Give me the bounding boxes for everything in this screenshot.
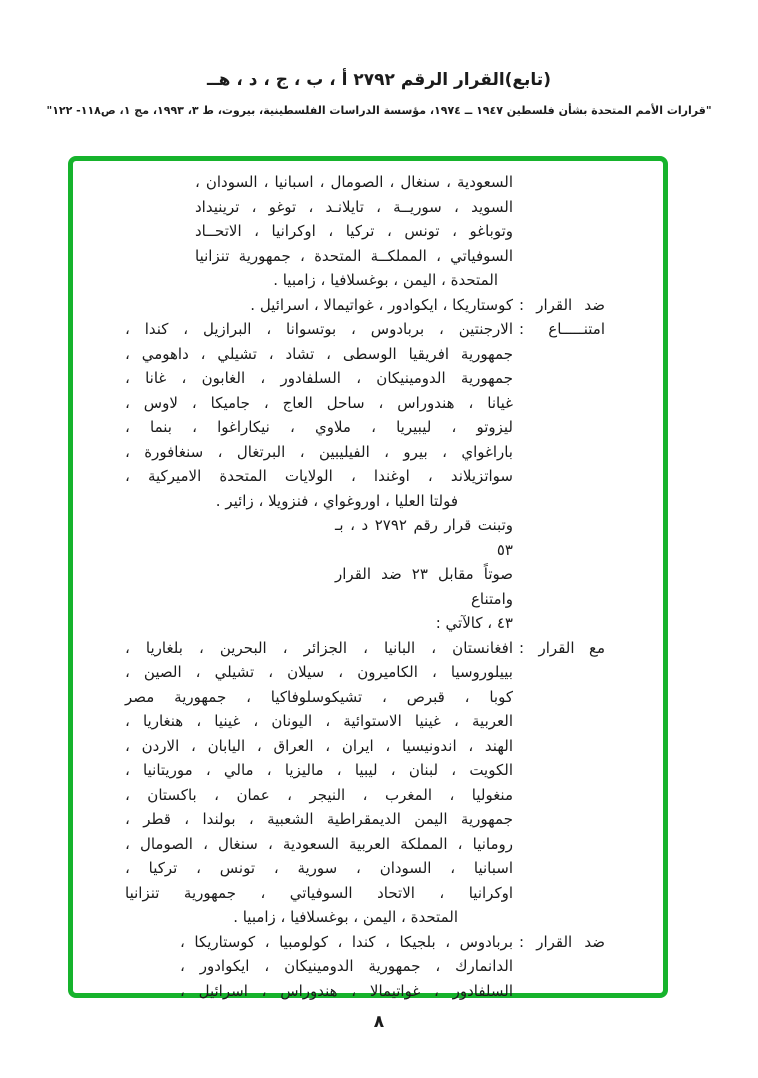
text-line: جمهورية الدومينيكان ، السلفادور ، الغابون ، غانا ، — [125, 369, 513, 387]
text-line: السلفادور ، غواتيمالا ، هندوراس ، اسرائيل ، — [180, 981, 513, 1000]
text-line: الهند ، اندونيسيا ، ايران ، العراق ، اليابان ، الاردن ، — [125, 736, 513, 755]
text-line: فولتا العليا ، اوروغواي ، فنزويلا ، زائير . — [215, 491, 458, 510]
text-line: غيانا ، هندوراس ، ساحل العاج ، جاميكا ، لاوس ، — [125, 393, 513, 412]
text-line: بربادوس ، بلجيكا ، كندا ، كولومبيا ، كوستاريكا ، — [180, 932, 513, 951]
text-line: المتحدة ، اليمن ، بوغسلافيا ، زامبيا . — [233, 908, 458, 926]
paragraph-for-vote — [125, 636, 605, 930]
text-line: وتبنت قرار رقم ٢٧٩٢ د ، بـ ٥٣ — [335, 516, 513, 559]
text-line: رومانيا ، المملكة العربية السعودية ، سنغال ، الصومال ، — [125, 834, 513, 853]
vote-label-against: ضد القرار : — [519, 932, 605, 951]
text-line: ليزوتو ، ليبيريا ، ملاوي ، نيكاراغوا ، بنما ، — [125, 418, 513, 436]
text-line: صوتاً مقابل ٢٣ ضد القرار وامتناع — [335, 565, 513, 608]
text-line: منغوليا ، المغرب ، النيجر ، عمان ، باكستان ، — [125, 785, 513, 804]
text-line: كوستاريكا ، ايكوادور ، غواتيمالا ، اسرائيل . — [250, 295, 513, 314]
paragraph-resolution-intro — [125, 513, 605, 636]
page-number: ٨ — [373, 1012, 385, 1032]
paragraph-against-vote-1 — [125, 293, 605, 318]
text-line: سواتزيلاند ، اوغندا ، الولايات المتحدة الاميركية ، — [125, 467, 513, 485]
vote-label-abstain: امتنـــــاع : — [519, 320, 605, 338]
text-line: السعودية ، سنغال ، الصومال ، اسبانيا ، السودان ، — [195, 173, 513, 191]
text-line: المتحدة ، اليمن ، بوغسلافيا ، زامبيا . — [273, 271, 498, 289]
text-line: باراغواي ، بيرو ، الفيليبين ، البرتغال ، سنغافورة ، — [125, 442, 513, 461]
text-line: العربية ، غينيا الاستوائية ، اليونان ، غينيا ، هنغاريا ، — [125, 712, 513, 730]
text-line: الارجنتين ، بربادوس ، بوتسوانا ، البرازيل ، كندا ، — [125, 320, 513, 338]
vote-label-against: ضد القرار : — [519, 295, 605, 314]
text-line: الدانمارك ، جمهورية الدومينيكان ، ايكوادور ، — [180, 957, 513, 975]
page-title: (تابع)القرار الرقم ٢٧٩٢ أ ، ب ، ج ، د ، هــ — [207, 70, 551, 90]
vote-label-for: مع القرار : — [519, 638, 605, 657]
text-line: ٤٣ ، كالآتي : — [435, 614, 513, 632]
text-line: جمهورية افريقيا الوسطى ، تشاد ، تشيلي ، داهومي ، — [125, 344, 513, 363]
paragraph-abstain-vote — [125, 317, 605, 513]
highlight-box — [68, 156, 668, 998]
text-line: السويد ، سوريــة ، تايلانـد ، توغو ، ترينيداد — [195, 197, 513, 216]
text-line: افغانستان ، البانيا ، الجزائر ، البحرين ، بلغاريا ، — [125, 638, 513, 657]
source-citation: "قرارات الأمم المتحدة بشأن فلسطين ١٩٤٧ ــ ١٩٧٤، مؤسسة الدراسات الفلسطينية، بيروت، ط ٣، ١٩٩٣، مج ١، ص١١٨- ١٢٢" — [46, 104, 712, 117]
paragraph-against-vote-2 — [125, 930, 605, 1004]
text-line: وتوباغو ، تونس ، تركيا ، اوكرانيا ، الاتحــاد — [195, 222, 513, 240]
text-line: اوكرانيا ، الاتحاد السوفياتي ، جمهورية تنزانيا — [125, 883, 513, 902]
text-line: اسبانيا ، السودان ، سورية ، تونس ، تركيا ، — [125, 859, 513, 877]
text-line: الكويت ، لبنان ، ليبيا ، ماليزيا ، مالي ، موريتانيا ، — [125, 761, 513, 779]
paragraph-vote-continuation — [125, 170, 605, 293]
text-line: السوفياتي ، المملكــة المتحدة ، جمهورية تنزانيا — [195, 246, 513, 265]
text-line: بييلوروسيا ، الكاميرون ، سيلان ، تشيلي ، الصين ، — [125, 663, 513, 681]
document-text — [125, 170, 605, 1003]
text-line: كوبا ، قبرص ، تشيكوسلوفاكيا ، جمهورية مصر — [125, 687, 513, 706]
text-line: جمهورية اليمن الديمقراطية الشعبية ، بولندا ، قطر ، — [125, 810, 513, 828]
